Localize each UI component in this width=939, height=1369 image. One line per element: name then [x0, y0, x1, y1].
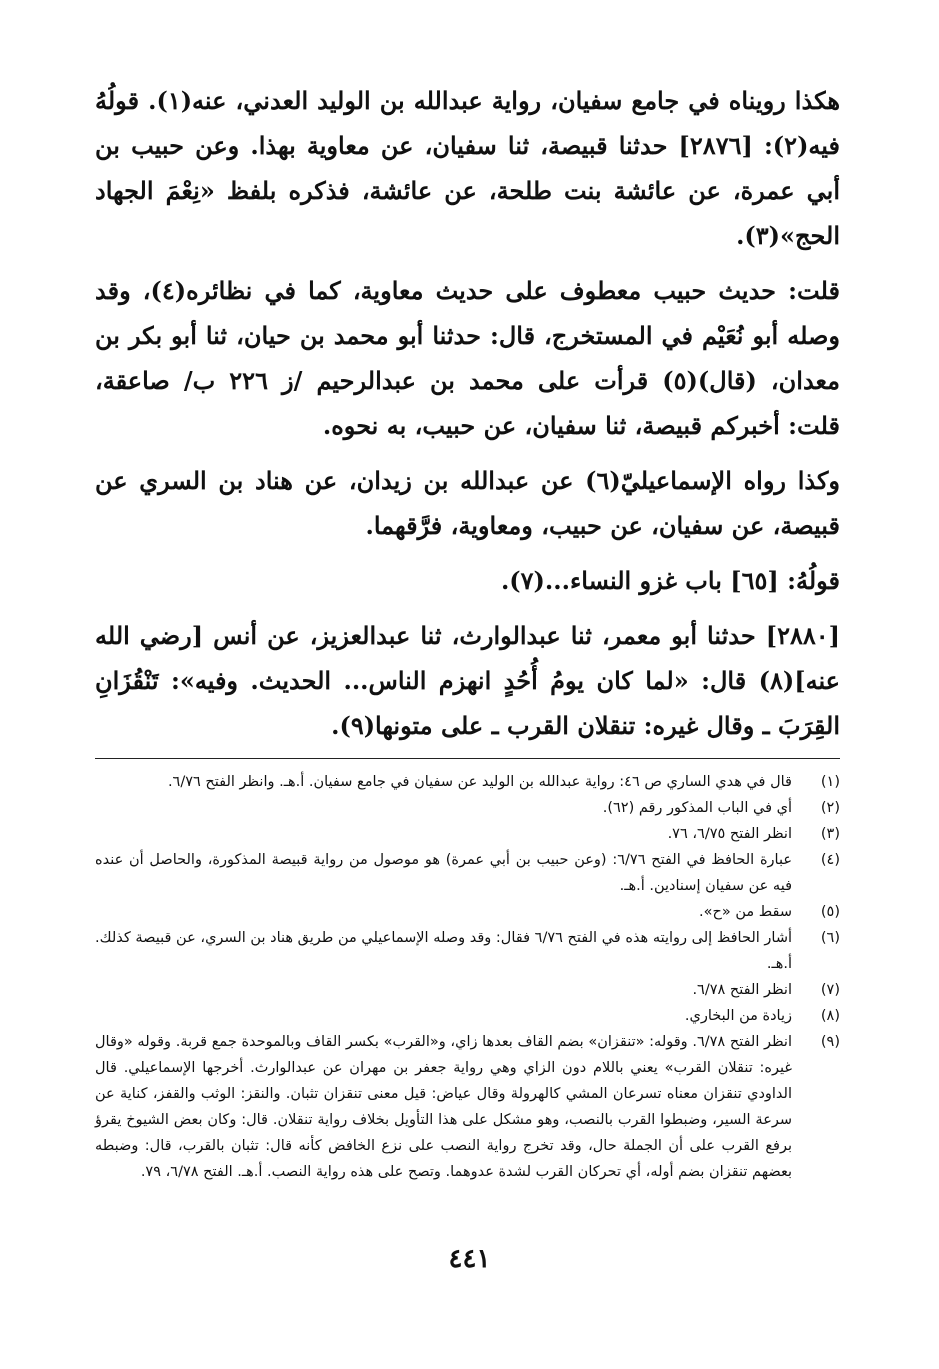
footnote-text: انظر الفتح ٦/٧٥، ٧٦.	[667, 826, 792, 842]
paragraph-3: وكذا رواه الإسماعيليّ(٦) عن عبدالله بن زيدان، عن هناد بن السري عن قبيصة، عن سفيان، عن حبيب، ومعاوية، فرَّقهما.	[95, 466, 840, 540]
footnote-number: (٣)	[820, 826, 840, 842]
paragraph-2: قلت: حديث حبيب معطوف على حديث معاوية، كما في نظائره(٤)، وقد وصله أبو نُعَيْم في المستخرج، قال: حدثنا أبو محمد بن حيان، ثنا أبو بكر بن معدان، (قال)(٥) قرأت على محمد بن عبدالرحيم /ز ٢٢٦ ب/ صاعقة، قلت: أخبركم قبيصة، ثنا سفيان، عن حبيب، به نحوه.	[95, 276, 840, 440]
footnote-text: انظر الفتح ٦/٧٨. وقوله: «تنقزان» بضم القاف بعدها زاي، و«القرب» بكسر القاف وبالموحدة جمع قربة. وقوله «وقال غيره: تنقلان القرب» يعني باللام دون الزاي وهي رواية جعفر بن مهران عن عبدالوارث. أخرجها الإسماعيلي. قال الداودي تنقزان معناه تسرعان المشي كالهرولة وقال عياض: قيل معنى تنقزان تثبان. والنقز: الوثب والقفز، كناية عن سرعة السير، وضبطوا القرب بالنصب، وهو مشكل على هذا التأويل بخلاف رواية تنقلان. قال: وكان بعض الشيوخ يقرؤ برفع القرب على أن الجملة حال، وقد تخرج رواية النصب على نزع الخافض كأنه قال: تثبان بالقرب، قال: وضبطه بعضهم تنقزان بضم أوله، أي تحركان القرب لشدة عدوهما. وتصح على هذه رواية النصب. أ.هـ. الفتح ٦/٧٨، ٧٩.	[95, 1034, 792, 1180]
footnote	[95, 1003, 840, 1029]
footnote	[95, 769, 840, 795]
footnote	[95, 925, 840, 977]
footnote	[95, 899, 840, 925]
footnote	[95, 847, 840, 899]
footnote-number: (٢)	[820, 800, 840, 816]
footnote-text: قال في هدي الساري ص ٤٦: رواية عبدالله بن الوليد عن سفيان في جامع سفيان. أ.هـ. وانظر الفتح ٦/٧٦.	[167, 774, 792, 790]
footnote-text: أشار الحافظ إلى روايته هذه في الفتح ٦/٧٦ فقال: وقد وصله الإسماعيلي من طريق هناد بن السري، عن قبيصة كذلك. أ.هـ.	[95, 930, 792, 972]
paragraph-4: قولُهُ: [٦٥] باب غزو النساء...(٧).	[500, 566, 840, 595]
footnote-text: أي في الباب المذكور رقم (٦٢).	[602, 800, 792, 816]
footnotes	[95, 769, 840, 1185]
footnote-text: انظر الفتح ٦/٧٨.	[692, 982, 792, 998]
footnote-text: زيادة من البخاري.	[684, 1008, 792, 1024]
footnote	[95, 821, 840, 847]
footnote	[95, 795, 840, 821]
footnote	[95, 977, 840, 1003]
footnote-number: (٩)	[820, 1034, 840, 1050]
footnote-number: (٦)	[820, 930, 840, 946]
footnote-text: عبارة الحافظ في الفتح ٦/٧٦: (وعن حبيب بن أبي عمرة) هو موصول من رواية قبيصة المذكورة، والحاصل أن عنده فيه عن سفيان إسنادين. أ.هـ.	[95, 852, 793, 894]
footnote-number: (٤)	[820, 852, 840, 868]
footnote-number: (٥)	[820, 904, 840, 920]
footnote-number: (١)	[820, 774, 840, 790]
footnote-separator	[95, 758, 840, 759]
footnote-number: (٨)	[820, 1008, 840, 1024]
footnote-number: (٧)	[820, 982, 840, 998]
main-text	[95, 78, 840, 748]
book-page	[95, 78, 840, 1185]
footnote-text: سقط من «ح».	[699, 904, 792, 920]
page-number: ٤٤١	[448, 1244, 491, 1274]
paragraph-5: [٢٨٨٠] حدثنا أبو معمر، ثنا عبدالوارث، ثنا عبدالعزيز، عن أنس [رضي الله عنه](٨) قال: «لما كان يومُ أُحُدٍ انهزم الناس... الحديث. وفيه»: تَنْقُزَانِ القِرَبَ ـ وقال غيره: تنقلان القرب ـ على متونها(٩).	[95, 621, 840, 740]
footnote	[95, 1029, 840, 1185]
paragraph-1: هكذا رويناه في جامع سفيان، رواية عبدالله بن الوليد العدني، عنه(١). قولُهُ فيه(٢): [٢٨٧٦] حدثنا قبيصة، ثنا سفيان، عن معاوية بهذا. وعن حبيب بن أبي عمرة، عن عائشة بنت طلحة، عن عائشة، فذكره بلفظ «نِعْمَ الجهاد الحج»(٣).	[95, 86, 841, 250]
